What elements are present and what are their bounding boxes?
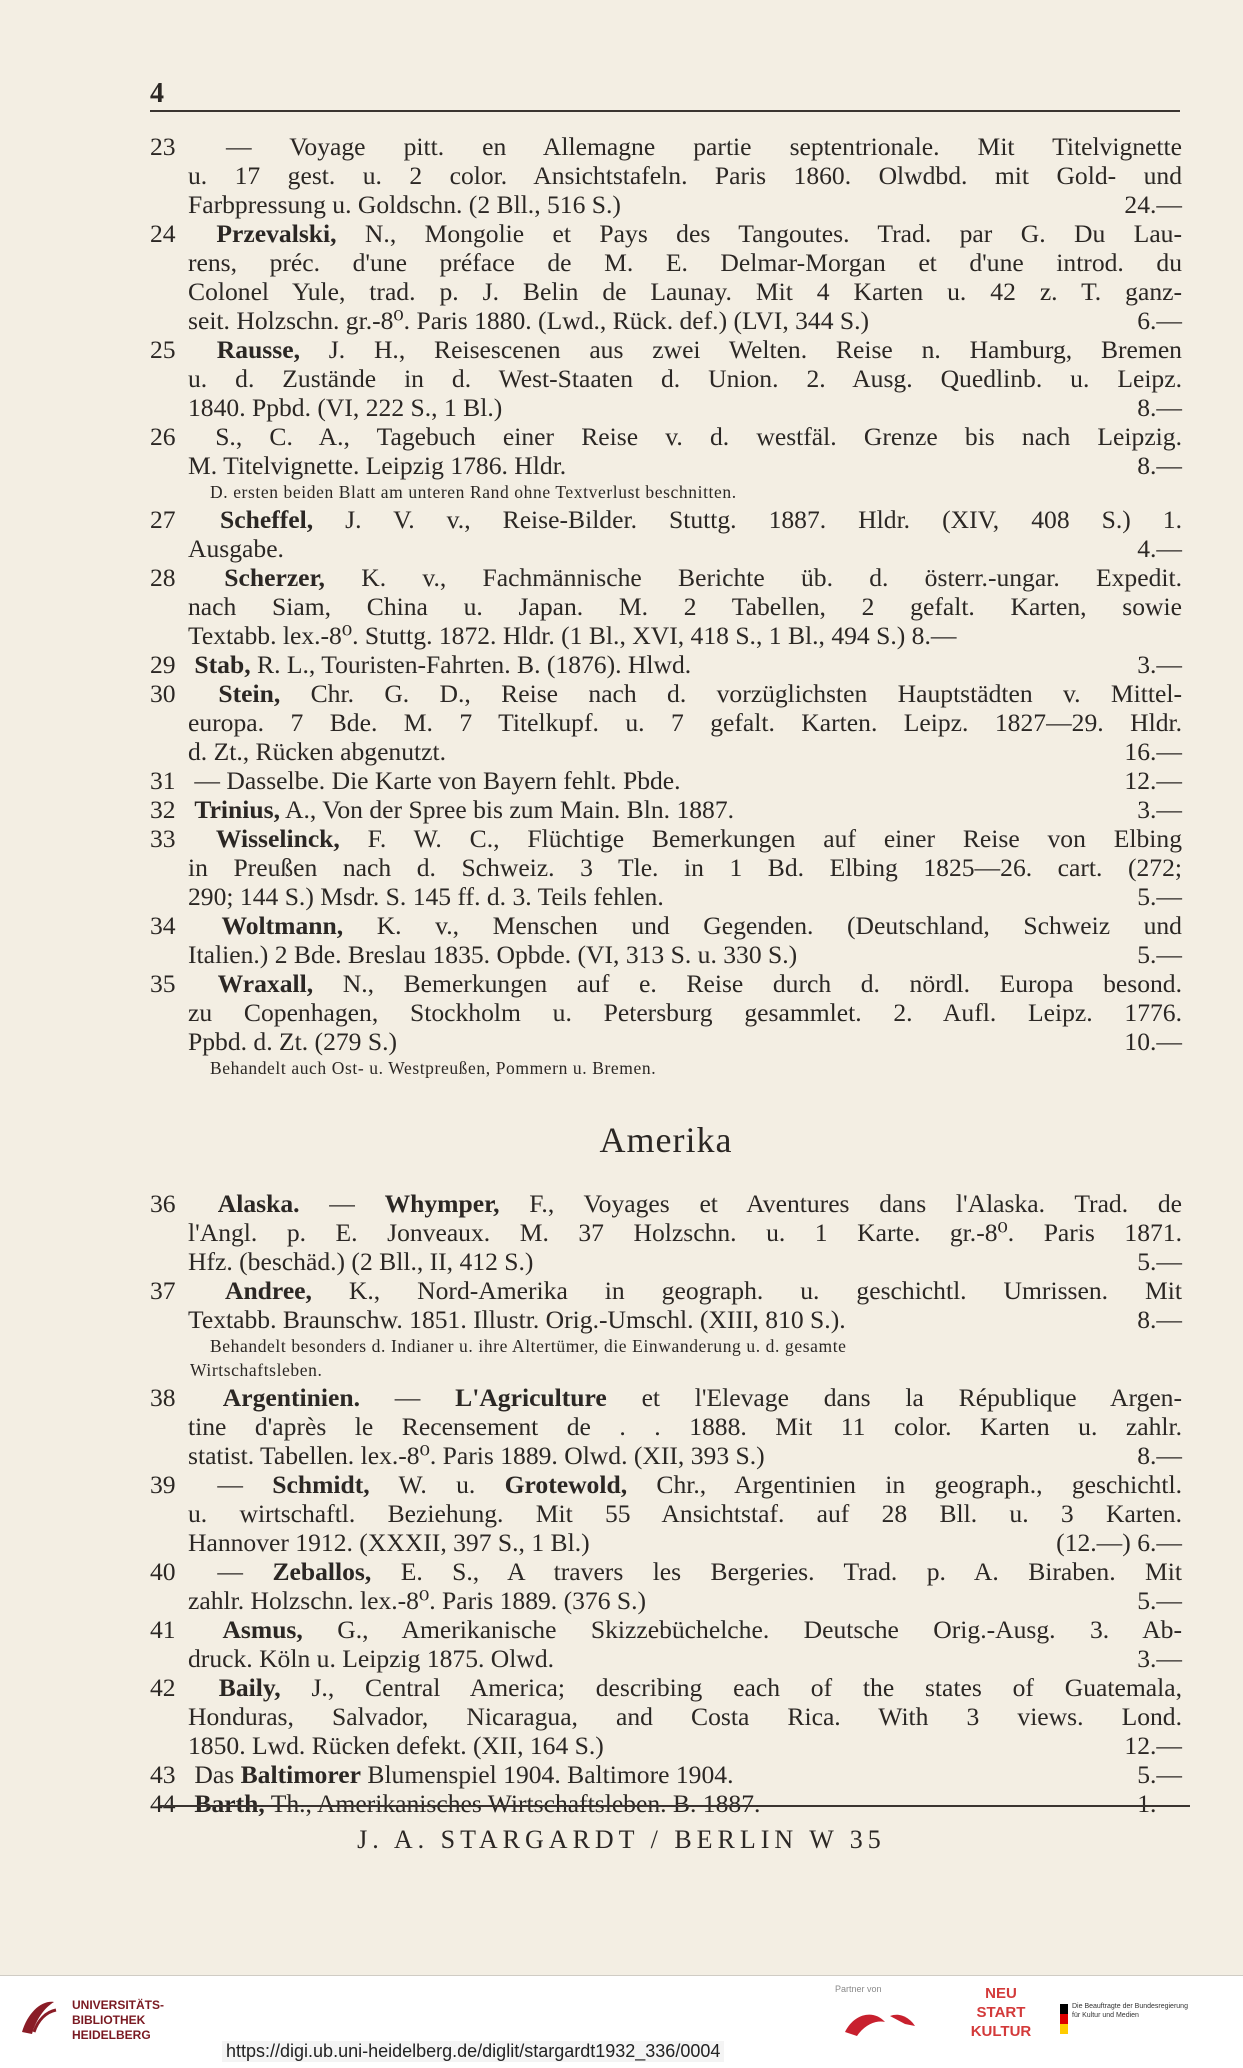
partner-label: Partner von bbox=[835, 1984, 882, 1994]
entry-number: 25 bbox=[150, 335, 176, 364]
entry-text: u. 17 gest. u. 2 color. Ansichtstafeln. Paris 1860. Olwdbd. mit Gold- und bbox=[188, 161, 1182, 190]
entry-text: J. V. v., Reise-Bilder. Stuttg. 1887. Hldr. (XIV, 408 S.) 1. bbox=[313, 505, 1183, 534]
entry-price: (12.—) 6.— bbox=[1056, 1528, 1182, 1557]
entry-line bbox=[150, 1760, 1182, 1789]
entry-text: M. Titelvignette. Leipzig 1786. Hldr. bbox=[188, 451, 567, 480]
entry-text: druck. Köln u. Leipzig 1875. Olwd. bbox=[188, 1644, 555, 1673]
entry-price: 8.— bbox=[1137, 451, 1182, 480]
entry-text: europa. 7 Bde. M. 7 Titelkupf. u. 7 gefalt. Karten. Leipz. 1827—29. Hldr. bbox=[188, 708, 1182, 737]
entry-text: Honduras, Salvador, Nicaragua, and Costa Rica. With 3 views. Lond. bbox=[188, 1702, 1182, 1731]
entry-line bbox=[150, 1218, 1182, 1247]
entry-line bbox=[150, 190, 1182, 219]
entry-text: in Preußen nach d. Schweiz. 3 Tle. in 1 Bd. Elbing 1825—26. cart. (272; bbox=[188, 853, 1182, 882]
entry-line bbox=[150, 505, 1182, 534]
catalog-entry-34 bbox=[150, 911, 1182, 969]
catalog-entry-31 bbox=[150, 766, 1182, 795]
page-number: 4 bbox=[150, 78, 164, 109]
entry-text: K. v., Fachmännische Berichte üb. d. österr.-ungar. Expedit. bbox=[324, 563, 1182, 592]
entry-text: Chr. G. D., Reise nach d. vorzüglichsten Hauptstädten v. Mittel- bbox=[280, 679, 1182, 708]
entry-line bbox=[150, 911, 1182, 940]
entry-line bbox=[150, 1557, 1182, 1586]
entry-number: 44 bbox=[150, 1789, 176, 1818]
entry-line bbox=[150, 795, 1182, 824]
entry-line bbox=[150, 534, 1182, 563]
entry-text: 290; 144 S.) Msdr. S. 145 ff. d. 3. Teils fehlen. bbox=[188, 882, 664, 911]
entry-price: 5.— bbox=[1137, 1760, 1182, 1789]
entry-line bbox=[150, 1586, 1182, 1615]
entry-line bbox=[150, 1470, 1182, 1499]
entry-text: nach Siam, China u. Japan. M. 2 Tabellen, 2 gefalt. Karten, sowie bbox=[188, 592, 1182, 621]
author-name: Baily, bbox=[218, 1673, 281, 1702]
entry-text: J., Central America; describing each of the states of Guatemala, bbox=[280, 1673, 1182, 1702]
author-name: Trinius, bbox=[194, 795, 280, 824]
entry-text: — bbox=[217, 1470, 273, 1499]
entry-line bbox=[150, 1276, 1182, 1305]
entry-text: J. H., Reisescenen aus zwei Welten. Reise n. Hamburg, Bremen bbox=[300, 335, 1182, 364]
entry-number: 43 bbox=[150, 1760, 176, 1789]
entry-text: Chr., Argentinien in geograph., geschichtl. bbox=[627, 1470, 1182, 1499]
entry-number: 34 bbox=[150, 911, 176, 940]
entry-text: N., Mongolie et Pays des Tangoutes. Trad. par G. Du Lau- bbox=[336, 219, 1182, 248]
author-name: Rausse, bbox=[216, 335, 300, 364]
author-name: Wraxall, bbox=[217, 969, 314, 998]
partner-bird-logo-icon bbox=[835, 2002, 935, 2047]
entry-note: Behandelt besonders d. Indianer u. ihre Altertümer, die Einwanderung u. d. gesamte bbox=[210, 1336, 847, 1356]
entry-price: 3.— bbox=[1137, 795, 1182, 824]
catalog-entry-24 bbox=[150, 219, 1182, 335]
source-url[interactable]: https://digi.ub.uni-heidelberg.de/diglit/stargardt1932_336/0004 bbox=[222, 2041, 724, 2062]
entry-text: tine d'après le Recensement de . . 1888. Mit 11 color. Karten u. zahlr. bbox=[188, 1412, 1182, 1441]
entry-text: R. L., Touristen-Fahrten. B. (1876). Hlwd. bbox=[250, 650, 692, 679]
entry-line bbox=[150, 592, 1182, 621]
university-seal-icon bbox=[14, 1992, 62, 2040]
entry-price: 10.— bbox=[1124, 1027, 1182, 1056]
entry-text: Hannover 1912. (XXXII, 397 S., 1 Bl.) bbox=[188, 1528, 590, 1557]
entry-price: 8.— bbox=[1137, 1305, 1182, 1334]
author-name: Whymper, bbox=[384, 1189, 500, 1218]
entry-text: rens, préc. d'une préface de M. E. Delmar-Morgan et d'une introd. du bbox=[188, 248, 1182, 277]
entry-price: 8.— bbox=[1137, 393, 1182, 422]
entry-text: Ppbd. d. Zt. (279 S.) bbox=[188, 1027, 398, 1056]
entry-line bbox=[150, 1499, 1182, 1528]
author-name: Grotewold, bbox=[504, 1470, 628, 1499]
entry-line bbox=[150, 1412, 1182, 1441]
entry-line bbox=[150, 563, 1182, 592]
author-name: Andree, bbox=[224, 1276, 312, 1305]
author-name: Scherzer, bbox=[224, 563, 325, 592]
entry-text: Blumenspiel 1904. Baltimore 1904. bbox=[360, 1760, 734, 1789]
entry-line bbox=[150, 1441, 1182, 1470]
entry-number: 41 bbox=[150, 1615, 176, 1644]
entry-price: 12.— bbox=[1124, 1731, 1182, 1760]
entry-price: 3.— bbox=[1137, 650, 1182, 679]
entry-text: Das bbox=[194, 1760, 241, 1789]
german-flag-icon bbox=[1060, 2004, 1068, 2034]
catalog-entry-30 bbox=[150, 679, 1182, 766]
entry-price: 5.— bbox=[1137, 1247, 1182, 1276]
entry-line bbox=[150, 708, 1182, 737]
entry-number: 32 bbox=[150, 795, 176, 824]
author-name: Scheffel, bbox=[220, 505, 314, 534]
entry-line bbox=[150, 650, 1182, 679]
entry-line bbox=[150, 219, 1182, 248]
entry-number: 36 bbox=[150, 1189, 176, 1218]
catalog-entry-44 bbox=[150, 1789, 1182, 1818]
entry-line bbox=[150, 248, 1182, 277]
entry-line bbox=[150, 621, 1182, 650]
catalog-entry-40 bbox=[150, 1557, 1182, 1615]
entry-text: Ausgabe. bbox=[188, 534, 284, 563]
entry-text: A., Von der Spree bis zum Main. Bln. 1887. bbox=[280, 795, 735, 824]
entry-text: Th., Amerikanisches Wirtschaftsleben. B. 1887. bbox=[264, 1789, 761, 1818]
entry-line bbox=[150, 1673, 1182, 1702]
catalog-entry-23 bbox=[150, 132, 1182, 219]
entry-number: 27 bbox=[150, 505, 176, 534]
entry-text: — bbox=[217, 1557, 273, 1586]
entry-line bbox=[150, 679, 1182, 708]
entry-price: 3.— bbox=[1137, 1644, 1182, 1673]
entry-text: F., Voyages et Aventures dans l'Alaska. Trad. de bbox=[499, 1189, 1183, 1218]
entry-line bbox=[150, 766, 1182, 795]
entry-list-travel bbox=[150, 132, 1182, 1079]
catalog-entry-39 bbox=[150, 1470, 1182, 1557]
entry-text: statist. Tabellen. lex.-8⁰. Paris 1889. Olwd. (XII, 393 S.) bbox=[188, 1441, 765, 1470]
catalog-entry-35 bbox=[150, 969, 1182, 1056]
entry-text: l'Angl. p. E. Jonveaux. M. 37 Holzschn. u. 1 Karte. gr.-8⁰. Paris 1871. bbox=[188, 1218, 1182, 1247]
entry-text: — Voyage pitt. en Allemagne partie septentrionale. Mit Titelvignette bbox=[226, 132, 1182, 161]
catalog-content bbox=[150, 132, 1182, 1818]
author-name: Stab, bbox=[194, 650, 251, 679]
entry-text: N., Bemerkungen auf e. Reise durch d. nördl. Europa besond. bbox=[313, 969, 1182, 998]
entry-line bbox=[150, 364, 1182, 393]
author-name: Barth, bbox=[194, 1789, 265, 1818]
catalog-entry-27 bbox=[150, 505, 1182, 563]
entry-line bbox=[150, 1644, 1182, 1673]
entry-number: 30 bbox=[150, 679, 176, 708]
publisher-footer: J. A. STARGARDT / BERLIN W 35 bbox=[357, 1825, 886, 1854]
entry-text: W. u. bbox=[369, 1470, 505, 1499]
entry-number: 26 bbox=[150, 422, 176, 451]
entry-number: 40 bbox=[150, 1557, 176, 1586]
entry-text: seit. Holzschn. gr.-8⁰. Paris 1880. (Lwd., Rück. def.) (LVI, 344 S.) bbox=[188, 306, 870, 335]
author-name: L'Agriculture bbox=[455, 1383, 607, 1412]
entry-text: u. wirtschaftl. Beziehung. Mit 55 Ansichtstaf. auf 28 Bll. u. 3 Karten. bbox=[188, 1499, 1182, 1528]
entry-price: 4.— bbox=[1137, 534, 1182, 563]
entry-number: 23 bbox=[150, 132, 176, 161]
entry-text: — Dasselbe. Die Karte von Bayern fehlt. Pbde. bbox=[194, 766, 681, 795]
entry-text: 1840. Ppbd. (VI, 222 S., 1 Bl.) bbox=[188, 393, 503, 422]
entry-line bbox=[150, 940, 1182, 969]
bkm-logo-text: Die Beauftragte der Bundesregierung für Kultur und Medien bbox=[1072, 2003, 1188, 2019]
entry-line bbox=[150, 306, 1182, 335]
entry-line bbox=[150, 1247, 1182, 1276]
entry-text: Colonel Yule, trad. p. J. Belin de Launay. Mit 4 Karten u. 42 z. T. ganz- bbox=[188, 277, 1182, 306]
entry-line bbox=[150, 393, 1182, 422]
catalog-entry-28 bbox=[150, 563, 1182, 650]
entry-line bbox=[150, 969, 1182, 998]
entry-number: 42 bbox=[150, 1673, 176, 1702]
catalog-entry-33 bbox=[150, 824, 1182, 911]
entry-text: F. W. C., Flüchtige Bemerkungen auf einer Reise von Elbing bbox=[339, 824, 1182, 853]
entry-line bbox=[150, 882, 1182, 911]
top-rule bbox=[150, 110, 1180, 112]
entry-price: 12.— bbox=[1124, 766, 1182, 795]
entry-note: D. ersten beiden Blatt am unteren Rand ohne Textverlust beschnitten. bbox=[210, 482, 737, 502]
entry-line bbox=[150, 853, 1182, 882]
entry-text: S., C. A., Tagebuch einer Reise v. d. westfäl. Grenze bis nach Leipzig. bbox=[215, 422, 1182, 451]
author-name: Asmus, bbox=[222, 1615, 303, 1644]
entry-number: 37 bbox=[150, 1276, 176, 1305]
catalog-entry-41 bbox=[150, 1615, 1182, 1673]
entry-text: zahlr. Holzschn. lex.-8⁰. Paris 1889. (376 S.) bbox=[188, 1586, 647, 1615]
entry-price: 24.— bbox=[1124, 190, 1182, 219]
library-name: UNIVERSITÄTS- BIBLIOTHEK HEIDELBERG bbox=[72, 1998, 165, 2042]
entry-text: E. S., A travers les Bergeries. Trad. p. A. Biraben. Mit bbox=[371, 1557, 1183, 1586]
entry-number: 35 bbox=[150, 969, 176, 998]
entry-price: 5.— bbox=[1137, 1586, 1182, 1615]
entry-line bbox=[150, 277, 1182, 306]
entry-note-continued: Wirtschaftsleben. bbox=[190, 1360, 323, 1380]
entry-number: 31 bbox=[150, 766, 176, 795]
entry-number: 39 bbox=[150, 1470, 176, 1499]
entry-line bbox=[150, 998, 1182, 1027]
author-name: Woltmann, bbox=[221, 911, 344, 940]
entry-line bbox=[150, 335, 1182, 364]
author-name: Wisselinck, bbox=[215, 824, 340, 853]
author-name: Argentinien. bbox=[222, 1383, 360, 1412]
entry-text: Textabb. lex.-8⁰. Stuttg. 1872. Hldr. (1 Bl., XVI, 418 S., 1 Bl., 494 S.) 8.— bbox=[188, 621, 957, 650]
catalog-entry-38 bbox=[150, 1383, 1182, 1470]
author-name: Przevalski, bbox=[216, 219, 337, 248]
catalog-entry-32 bbox=[150, 795, 1182, 824]
bottom-rule bbox=[160, 1805, 1190, 1807]
catalog-entry-42 bbox=[150, 1673, 1182, 1760]
author-name: Zeballos, bbox=[272, 1557, 372, 1586]
entry-number: 33 bbox=[150, 824, 176, 853]
entry-list-amerika bbox=[150, 1189, 1182, 1818]
entry-line bbox=[150, 1789, 1182, 1818]
entry-text: Textabb. Braunschw. 1851. Illustr. Orig.-Umschl. (XIII, 810 S.). bbox=[188, 1305, 846, 1334]
entry-line bbox=[150, 737, 1182, 766]
entry-line bbox=[150, 1731, 1182, 1760]
entry-line bbox=[150, 824, 1182, 853]
catalog-entry-43 bbox=[150, 1760, 1182, 1789]
entry-note: Behandelt auch Ost- u. Westpreußen, Pommern u. Bremen. bbox=[210, 1058, 657, 1078]
entry-line bbox=[150, 161, 1182, 190]
entry-line bbox=[150, 422, 1182, 451]
author-name: Baltimorer bbox=[240, 1760, 361, 1789]
entry-price: 1.— bbox=[1137, 1789, 1182, 1818]
catalog-entry-26 bbox=[150, 422, 1182, 480]
entry-text: Hfz. (beschäd.) (2 Bll., II, 412 S.) bbox=[188, 1247, 534, 1276]
entry-number: 38 bbox=[150, 1383, 176, 1412]
catalog-entry-29 bbox=[150, 650, 1182, 679]
entry-price: 5.— bbox=[1137, 882, 1182, 911]
entry-line bbox=[150, 132, 1182, 161]
entry-text: K., Nord-Amerika in geograph. u. geschichtl. Umrissen. Mit bbox=[311, 1276, 1182, 1305]
catalog-entry-36 bbox=[150, 1189, 1182, 1276]
entry-price: 16.— bbox=[1124, 737, 1182, 766]
author-name: Schmidt, bbox=[272, 1470, 370, 1499]
author-name: Stein, bbox=[218, 679, 281, 708]
entry-line bbox=[150, 1189, 1182, 1218]
entry-number: 28 bbox=[150, 563, 176, 592]
entry-text: K. v., Menschen und Gegenden. (Deutschland, Schweiz und bbox=[343, 911, 1182, 940]
entry-text: d. Zt., Rücken abgenutzt. bbox=[188, 737, 446, 766]
entry-text: zu Copenhagen, Stockholm u. Petersburg gesammlet. 2. Aufl. Leipz. 1776. bbox=[188, 998, 1182, 1027]
entry-price: 8.— bbox=[1137, 1441, 1182, 1470]
entry-line bbox=[150, 1305, 1182, 1334]
entry-text: G., Amerikanische Skizzebüchelche. Deutsche Orig.-Ausg. 3. Ab- bbox=[302, 1615, 1182, 1644]
catalog-entry-37 bbox=[150, 1276, 1182, 1334]
entry-number: 29 bbox=[150, 650, 176, 679]
entry-text: u. d. Zustände in d. West-Staaten d. Union. 2. Ausg. Quedlinb. u. Leipz. bbox=[188, 364, 1182, 393]
entry-line bbox=[150, 1383, 1182, 1412]
entry-text: et l'Elevage dans la République Argen- bbox=[606, 1383, 1183, 1412]
entry-price: 6.— bbox=[1137, 306, 1182, 335]
catalog-entry-25 bbox=[150, 335, 1182, 422]
entry-line bbox=[150, 1702, 1182, 1731]
entry-text: Italien.) 2 Bde. Breslau 1835. Opbde. (VI, 313 S. u. 330 S.) bbox=[188, 940, 798, 969]
entry-price: 5.— bbox=[1137, 940, 1182, 969]
entry-line bbox=[150, 1528, 1182, 1557]
entry-number: 24 bbox=[150, 219, 176, 248]
entry-line bbox=[150, 451, 1182, 480]
neustart-kultur-logo: NEU START KULTUR bbox=[970, 1985, 1032, 2040]
entry-text: 1850. Lwd. Rücken defekt. (XII, 164 S.) bbox=[188, 1731, 604, 1760]
entry-text: — bbox=[360, 1383, 456, 1412]
entry-text: — bbox=[299, 1189, 385, 1218]
entry-line bbox=[150, 1615, 1182, 1644]
entry-line bbox=[150, 1027, 1182, 1056]
entry-text: Farbpressung u. Goldschn. (2 Bll., 516 S.) bbox=[188, 190, 621, 219]
section-heading-amerika: Amerika bbox=[599, 1120, 733, 1160]
author-name: Alaska. bbox=[217, 1189, 300, 1218]
